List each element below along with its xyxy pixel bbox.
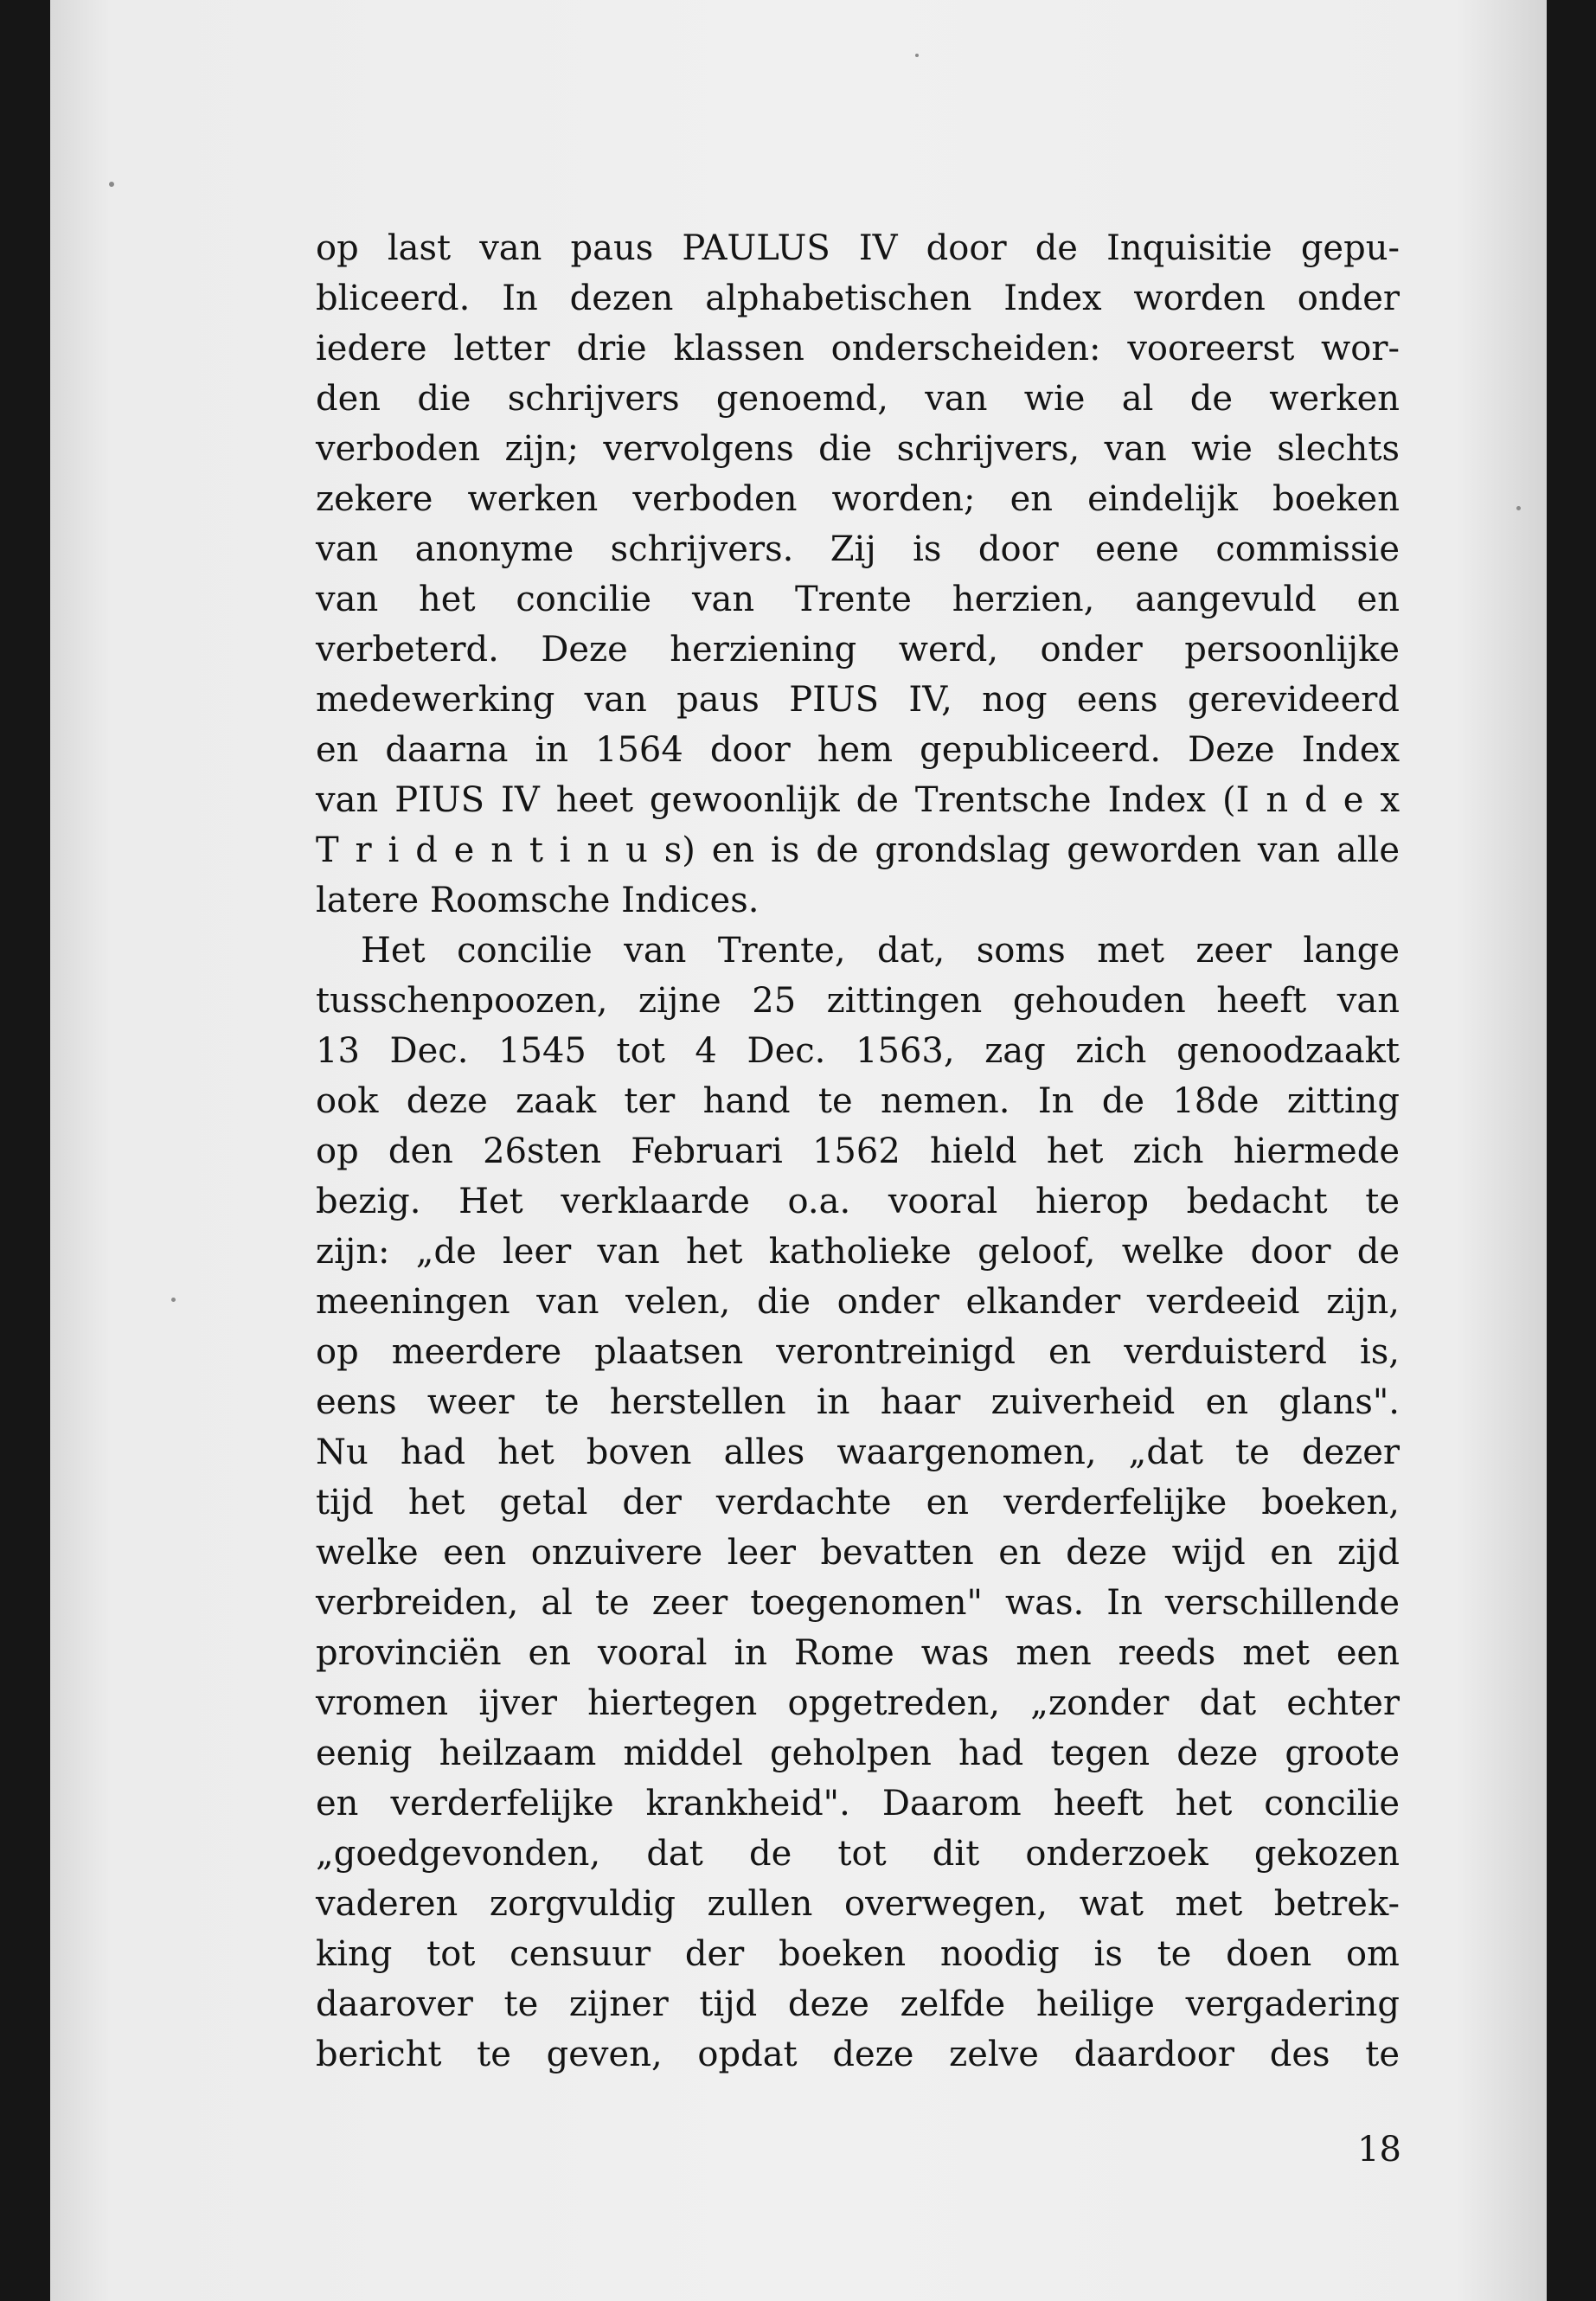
text-line: tusschenpoozen, zijne 25 zittingen gehouden heeft van [316, 981, 1400, 1021]
text-line: tijd het getal der verdachte en verderfelijke boeken, [316, 1483, 1400, 1522]
text-line: king tot censuur der boeken noodig is te doen om [316, 1934, 1400, 1974]
text-line: verboden zijn; vervolgens die schrijvers, van wie slechts [316, 429, 1400, 469]
text-line: T r i d e n t i n u s) en is de grondslag geworden van alle [316, 830, 1400, 870]
text-line: ook deze zaak ter hand te nemen. In de 18de zitting [316, 1081, 1400, 1121]
text-line: op meerdere plaatsen verontreinigd en verduisterd is, [316, 1332, 1400, 1372]
text-line: Het concilie van Trente, dat, soms met zeer lange [361, 931, 1400, 971]
text-line: daarover te zijner tijd deze zelfde heilige vergadering [316, 1984, 1400, 2024]
text-line: van anonyme schrijvers. Zij is door eene commissie [316, 529, 1400, 569]
text-line: van het concilie van Trente herzien, aangevuld en [316, 580, 1400, 619]
text-line: 13 Dec. 1545 tot 4 Dec. 1563, zag zich genoodzaakt [316, 1031, 1400, 1071]
text-line: bliceerd. In dezen alphabetischen Index worden onder [316, 279, 1400, 318]
text-line: verbeterd. Deze herziening werd, onder persoonlijke [316, 630, 1400, 670]
text-line: bericht te geven, opdat deze zelve daardoor des te [316, 2035, 1400, 2074]
text-line: verbreiden, al te zeer toegenomen" was. In verschillende [316, 1583, 1400, 1623]
text-line: en verderfelijke krankheid". Daarom heeft het concilie [316, 1784, 1400, 1823]
text-line: op den 26sten Februari 1562 hield het zich hiermede [316, 1131, 1400, 1171]
text-line: eens weer te herstellen in haar zuiverheid en glans". [316, 1382, 1400, 1422]
text-line: Nu had het boven alles waargenomen, „dat te dezer [316, 1433, 1400, 1472]
text-line: en daarna in 1564 door hem gepubliceerd. Deze Index [316, 730, 1400, 770]
paper-speck [915, 54, 919, 57]
text-line: welke een onzuivere leer bevatten en deze wijd en zijd [316, 1533, 1400, 1573]
text-line: vaderen zorgvuldig zullen overwegen, wat met betrek- [316, 1884, 1400, 1924]
text-line: den die schrijvers genoemd, van wie al de werken [316, 379, 1400, 419]
text-line: eenig heilzaam middel geholpen had tegen deze groote [316, 1734, 1400, 1773]
text-line: zijn: „de leer van het katholieke geloof, welke door de [316, 1232, 1400, 1272]
paper-speck [109, 182, 114, 187]
text-line: op last van paus PAULUS IV door de Inquisitie gepu- [316, 228, 1400, 268]
text-line: iedere letter drie klassen onderscheiden: vooreerst wor- [316, 329, 1400, 369]
text-line: provinciën en vooral in Rome was men reeds met een [316, 1633, 1400, 1673]
text-line: bezig. Het verklaarde o.a. vooral hierop bedacht te [316, 1182, 1400, 1221]
text-line: „goedgevonden, dat de tot dit onderzoek gekozen [316, 1834, 1400, 1874]
text-line: van PIUS IV heet gewoonlijk de Trentsche Index (I n d e x [316, 780, 1400, 820]
text-line: vromen ijver hiertegen opgetreden, „zonder dat echter [316, 1683, 1400, 1723]
text-line: medewerking van paus PIUS IV, nog eens gerevideerd [316, 680, 1400, 720]
paper-speck [171, 1298, 176, 1302]
body-text [316, 223, 1400, 2080]
page-number: 18 [1357, 2130, 1401, 2170]
paper-speck [1516, 506, 1521, 510]
text-line: zekere werken verboden worden; en eindelijk boeken [316, 479, 1400, 519]
text-line: latere Roomsche Indices. [316, 881, 760, 920]
text-line: meeningen van velen, die onder elkander verdeeid zijn, [316, 1282, 1400, 1322]
